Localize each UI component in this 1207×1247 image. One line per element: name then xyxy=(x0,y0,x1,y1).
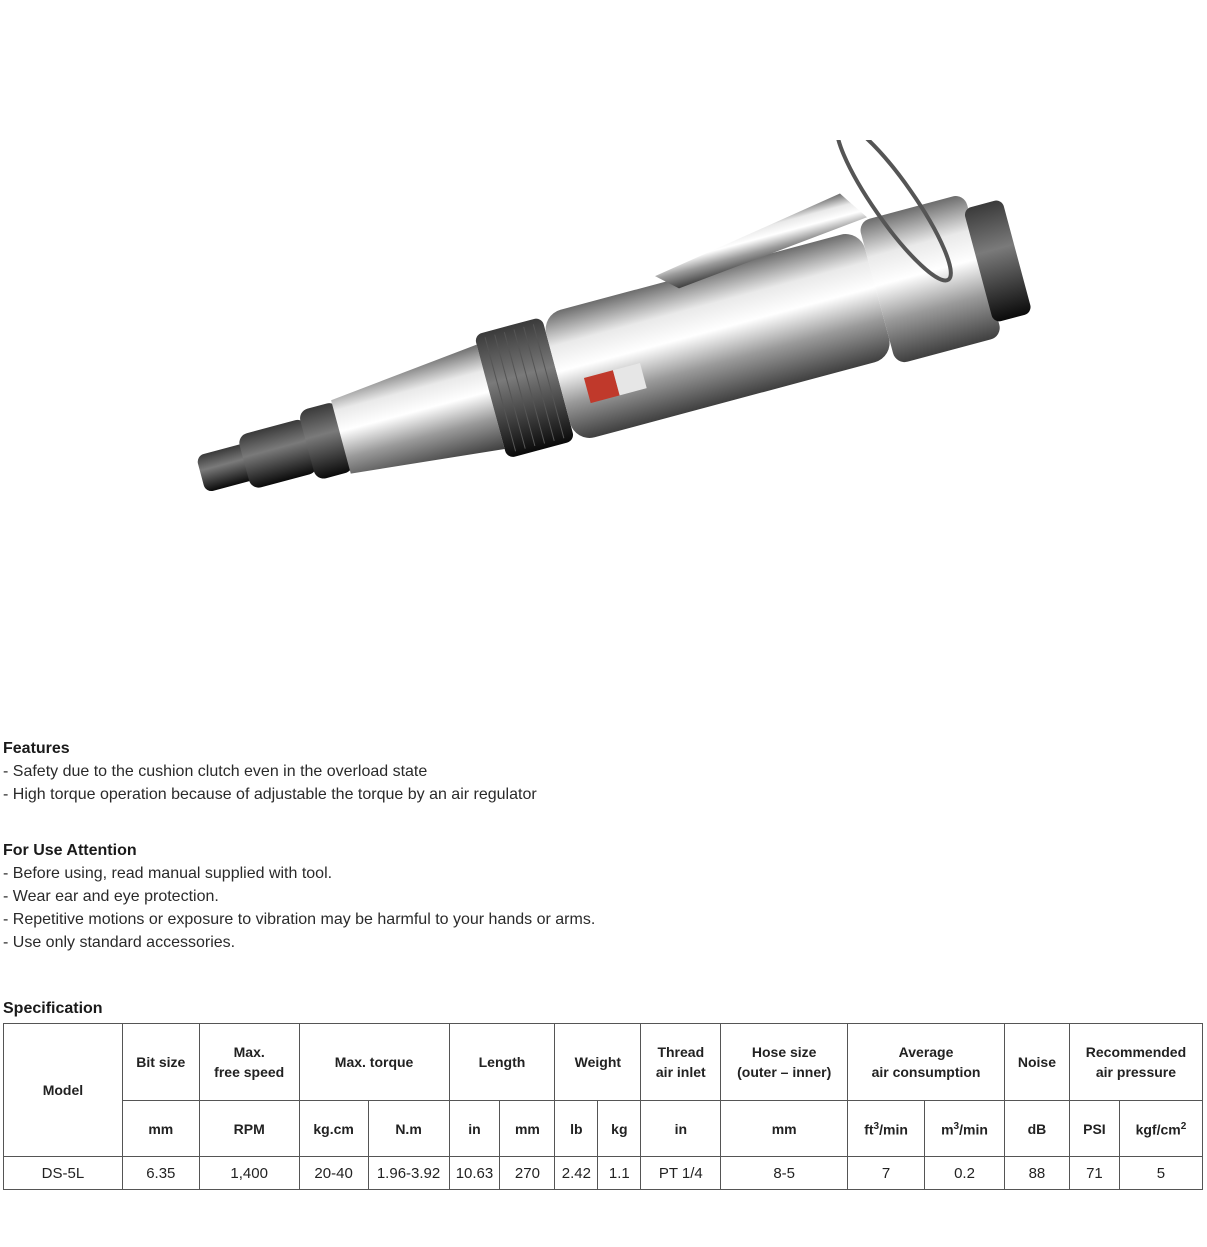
cell-kg: 1.1 xyxy=(598,1157,641,1190)
unit-m3-base: m xyxy=(941,1121,954,1138)
header-air-line1: Average xyxy=(898,1044,954,1060)
unit-m3-sup: 3 xyxy=(953,1121,960,1133)
cell-in: 10.63 xyxy=(449,1157,500,1190)
cell-mm: 270 xyxy=(500,1157,555,1190)
header-thread-line2: air inlet xyxy=(655,1064,706,1080)
unit-hose-mm: mm xyxy=(721,1101,848,1157)
header-model: Model xyxy=(4,1024,123,1157)
header-torque: Max. torque xyxy=(299,1024,449,1101)
unit-bit: mm xyxy=(122,1101,199,1157)
attention-section xyxy=(3,840,595,954)
unit-ft3-sup: 3 xyxy=(873,1121,880,1133)
attention-item: - Use only standard accessories. xyxy=(3,934,236,951)
header-air-line2: air consumption xyxy=(871,1064,981,1080)
header-noise: Noise xyxy=(1004,1024,1069,1101)
features-section xyxy=(3,738,537,806)
unit-kgcm: kg.cm xyxy=(299,1101,368,1157)
cell-model: DS-5L xyxy=(4,1157,123,1190)
unit-m3 xyxy=(925,1101,1005,1157)
unit-ft3-tail: /min xyxy=(879,1121,908,1138)
unit-m3-tail: /min xyxy=(959,1121,988,1138)
unit-in: in xyxy=(449,1101,500,1157)
unit-kgf-base: kgf/cm xyxy=(1135,1121,1181,1138)
header-length: Length xyxy=(449,1024,555,1101)
unit-kgf-sup: 2 xyxy=(1180,1121,1187,1133)
cell-kgcm: 20-40 xyxy=(299,1157,368,1190)
cell-lb: 2.42 xyxy=(555,1157,598,1190)
features-heading: Features xyxy=(3,740,70,757)
header-hose-line2: (outer – inner) xyxy=(737,1064,832,1080)
header-hose-line1: Hose size xyxy=(751,1044,817,1060)
unit-rpm: RPM xyxy=(199,1101,299,1157)
header-thread xyxy=(641,1024,721,1101)
header-pressure-line1: Recommended xyxy=(1085,1044,1187,1060)
header-weight: Weight xyxy=(555,1024,641,1101)
feature-item: - High torque operation because of adjustable the torque by an air regulator xyxy=(3,786,537,803)
unit-lb: lb xyxy=(555,1101,598,1157)
cell-nm: 1.96-3.92 xyxy=(368,1157,449,1190)
spec-section xyxy=(3,998,103,1020)
unit-mm: mm xyxy=(500,1101,555,1157)
unit-psi: PSI xyxy=(1069,1101,1119,1157)
unit-db: dB xyxy=(1004,1101,1069,1157)
header-pressure xyxy=(1069,1024,1202,1101)
spec-table xyxy=(3,1023,1203,1190)
header-speed xyxy=(199,1024,299,1101)
cell-ft3: 7 xyxy=(848,1157,925,1190)
cell-hose: 8-5 xyxy=(721,1157,848,1190)
attention-item: - Before using, read manual supplied with tool. xyxy=(3,865,333,882)
header-hose xyxy=(721,1024,848,1101)
unit-ft3-base: ft xyxy=(864,1121,874,1138)
header-thread-line1: Thread xyxy=(657,1044,705,1060)
attention-item: - Repetitive motions or exposure to vibration may be harmful to your hands or arms. xyxy=(3,911,596,928)
header-bit-size: Bit size xyxy=(122,1024,199,1101)
cell-rpm: 1,400 xyxy=(199,1157,299,1190)
cell-thread: PT 1/4 xyxy=(641,1157,721,1190)
cell-psi: 71 xyxy=(1069,1157,1119,1190)
unit-kgf xyxy=(1119,1101,1202,1157)
spec-unit-row xyxy=(4,1101,1203,1157)
unit-kg: kg xyxy=(598,1101,641,1157)
header-pressure-line2: air pressure xyxy=(1095,1064,1177,1080)
table-row xyxy=(4,1157,1203,1190)
header-speed-line1: Max. xyxy=(233,1044,265,1060)
attention-heading: For Use Attention xyxy=(3,842,137,859)
unit-thread-in: in xyxy=(641,1101,721,1157)
header-air xyxy=(848,1024,1005,1101)
product-image xyxy=(150,140,1070,500)
unit-ft3 xyxy=(848,1101,925,1157)
cell-kgf: 5 xyxy=(1119,1157,1202,1190)
attention-item: - Wear ear and eye protection. xyxy=(3,888,219,905)
feature-item: - Safety due to the cushion clutch even in the overload state xyxy=(3,763,428,780)
spec-heading: Specification xyxy=(3,1000,103,1017)
cell-bit: 6.35 xyxy=(122,1157,199,1190)
header-speed-line2: free speed xyxy=(214,1064,285,1080)
cell-db: 88 xyxy=(1004,1157,1069,1190)
unit-nm: N.m xyxy=(368,1101,449,1157)
cell-m3: 0.2 xyxy=(925,1157,1005,1190)
spec-header-row xyxy=(4,1024,1203,1101)
